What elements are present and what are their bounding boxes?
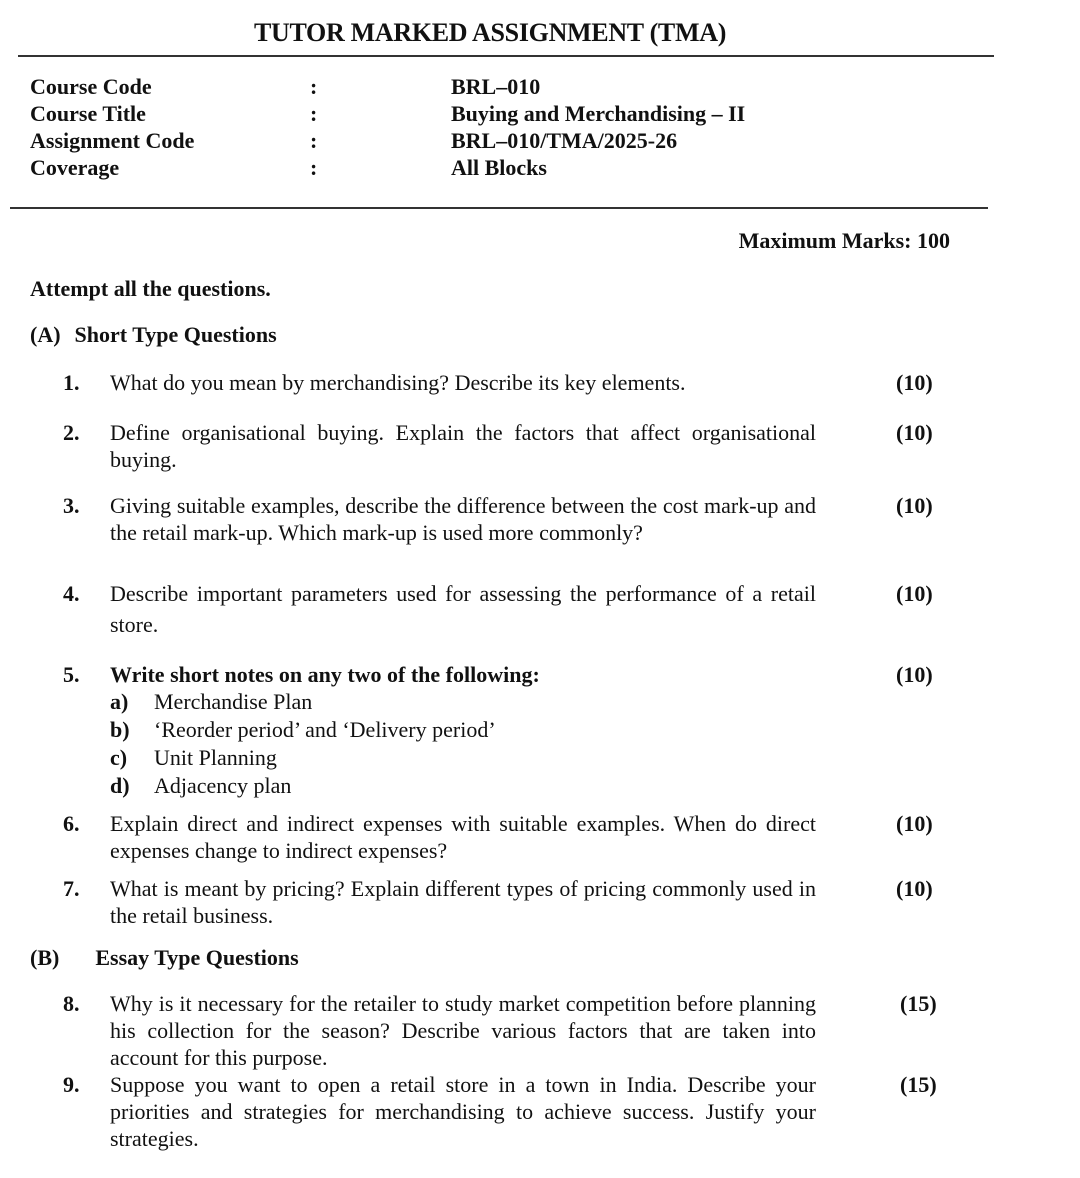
question-number: 5.: [63, 662, 80, 687]
question-number: 8.: [63, 991, 80, 1016]
question-number: 1.: [63, 370, 80, 395]
meta-label: Course Code: [30, 74, 152, 99]
section-letter: (A): [30, 322, 61, 347]
question-text: Explain direct and indirect expenses with suitable examples. When do direct expenses change to indirect expenses?: [110, 811, 816, 863]
subitem-text: Unit Planning: [154, 745, 277, 770]
question-number: 4.: [63, 581, 80, 606]
meta-value: BRL–010: [451, 74, 541, 99]
meta-label: Course Title: [30, 101, 146, 126]
section-letter: (B): [30, 945, 60, 970]
subitem-letter: a): [110, 689, 129, 714]
question-marks: (15): [900, 991, 937, 1016]
subitem-letter: c): [110, 745, 128, 770]
subitem-text: ‘Reorder period’ and ‘Delivery period’: [154, 717, 496, 742]
question-text: Suppose you want to open a retail store in a town in India. Describe your priorities and strategies for merchandising to achieve success. Justify your strategies.: [110, 1072, 816, 1151]
meta-row-coverage: [30, 155, 830, 182]
section-heading-b: [30, 945, 299, 971]
meta-value: BRL–010/TMA/2025-26: [451, 128, 678, 153]
question-number: 2.: [63, 420, 80, 445]
question-number: 6.: [63, 811, 80, 836]
meta-row-assignment-code: [30, 128, 830, 155]
question-text: Why is it necessary for the retailer to study market competition before planning his collection for the season? Describe various factors that are taken into account for this purpose.: [110, 991, 816, 1070]
question-marks: (10): [896, 876, 933, 901]
meta-separator: :: [310, 101, 318, 126]
question-text: What is meant by pricing? Explain different types of pricing commonly used in the retail business.: [110, 876, 816, 928]
header-rule: [18, 55, 994, 57]
question-marks: (10): [896, 581, 933, 606]
subitem-c: [110, 744, 816, 772]
meta-value: All Blocks: [451, 155, 547, 180]
meta-separator: :: [310, 74, 318, 99]
question-text: Define organisational buying. Explain the factors that affect organisational buying.: [110, 420, 816, 472]
meta-label: Coverage: [30, 155, 120, 180]
question-marks: (10): [896, 811, 933, 836]
section-title: Essay Type Questions: [95, 945, 299, 970]
question-marks: (10): [896, 662, 933, 687]
meta-label: Assignment Code: [30, 128, 195, 153]
question-text: Describe important parameters used for assessing the performance of a retail store.: [110, 581, 816, 637]
subitem-text: Adjacency plan: [154, 773, 292, 798]
meta-separator: :: [310, 155, 318, 180]
question-text: Giving suitable examples, describe the difference between the cost mark-up and the retail mark-up. Which mark-up is used more commonly?: [110, 493, 816, 545]
section-title: Short Type Questions: [74, 322, 277, 347]
meta-rule: [10, 207, 988, 209]
question-marks: (15): [900, 1072, 937, 1097]
course-meta: [30, 74, 830, 182]
question-marks: (10): [896, 370, 933, 395]
meta-row-course-title: [30, 101, 830, 128]
question-marks: (10): [896, 493, 933, 518]
question-marks: (10): [896, 420, 933, 445]
question-number: 3.: [63, 493, 80, 518]
question-text: What do you mean by merchandising? Describe its key elements.: [110, 370, 686, 395]
subitem-d: [110, 772, 816, 800]
question-number: 7.: [63, 876, 80, 901]
document-title: TUTOR MARKED ASSIGNMENT (TMA): [253, 18, 727, 47]
question-number: 9.: [63, 1072, 80, 1097]
subitem-letter: b): [110, 717, 130, 742]
section-heading-a: [30, 322, 277, 348]
subitem-b: [110, 716, 816, 744]
meta-separator: :: [310, 128, 318, 153]
question-text: [110, 661, 816, 800]
instruction: Attempt all the questions.: [30, 276, 271, 301]
meta-row-course-code: [30, 74, 830, 101]
subitem-text: Merchandise Plan: [154, 689, 313, 714]
question-prompt: Write short notes on any two of the following:: [110, 662, 540, 687]
meta-value: Buying and Merchandising – II: [451, 101, 746, 126]
subitem-letter: d): [110, 773, 130, 798]
maximum-marks: Maximum Marks: 100: [738, 228, 950, 253]
subitem-a: [110, 688, 816, 716]
